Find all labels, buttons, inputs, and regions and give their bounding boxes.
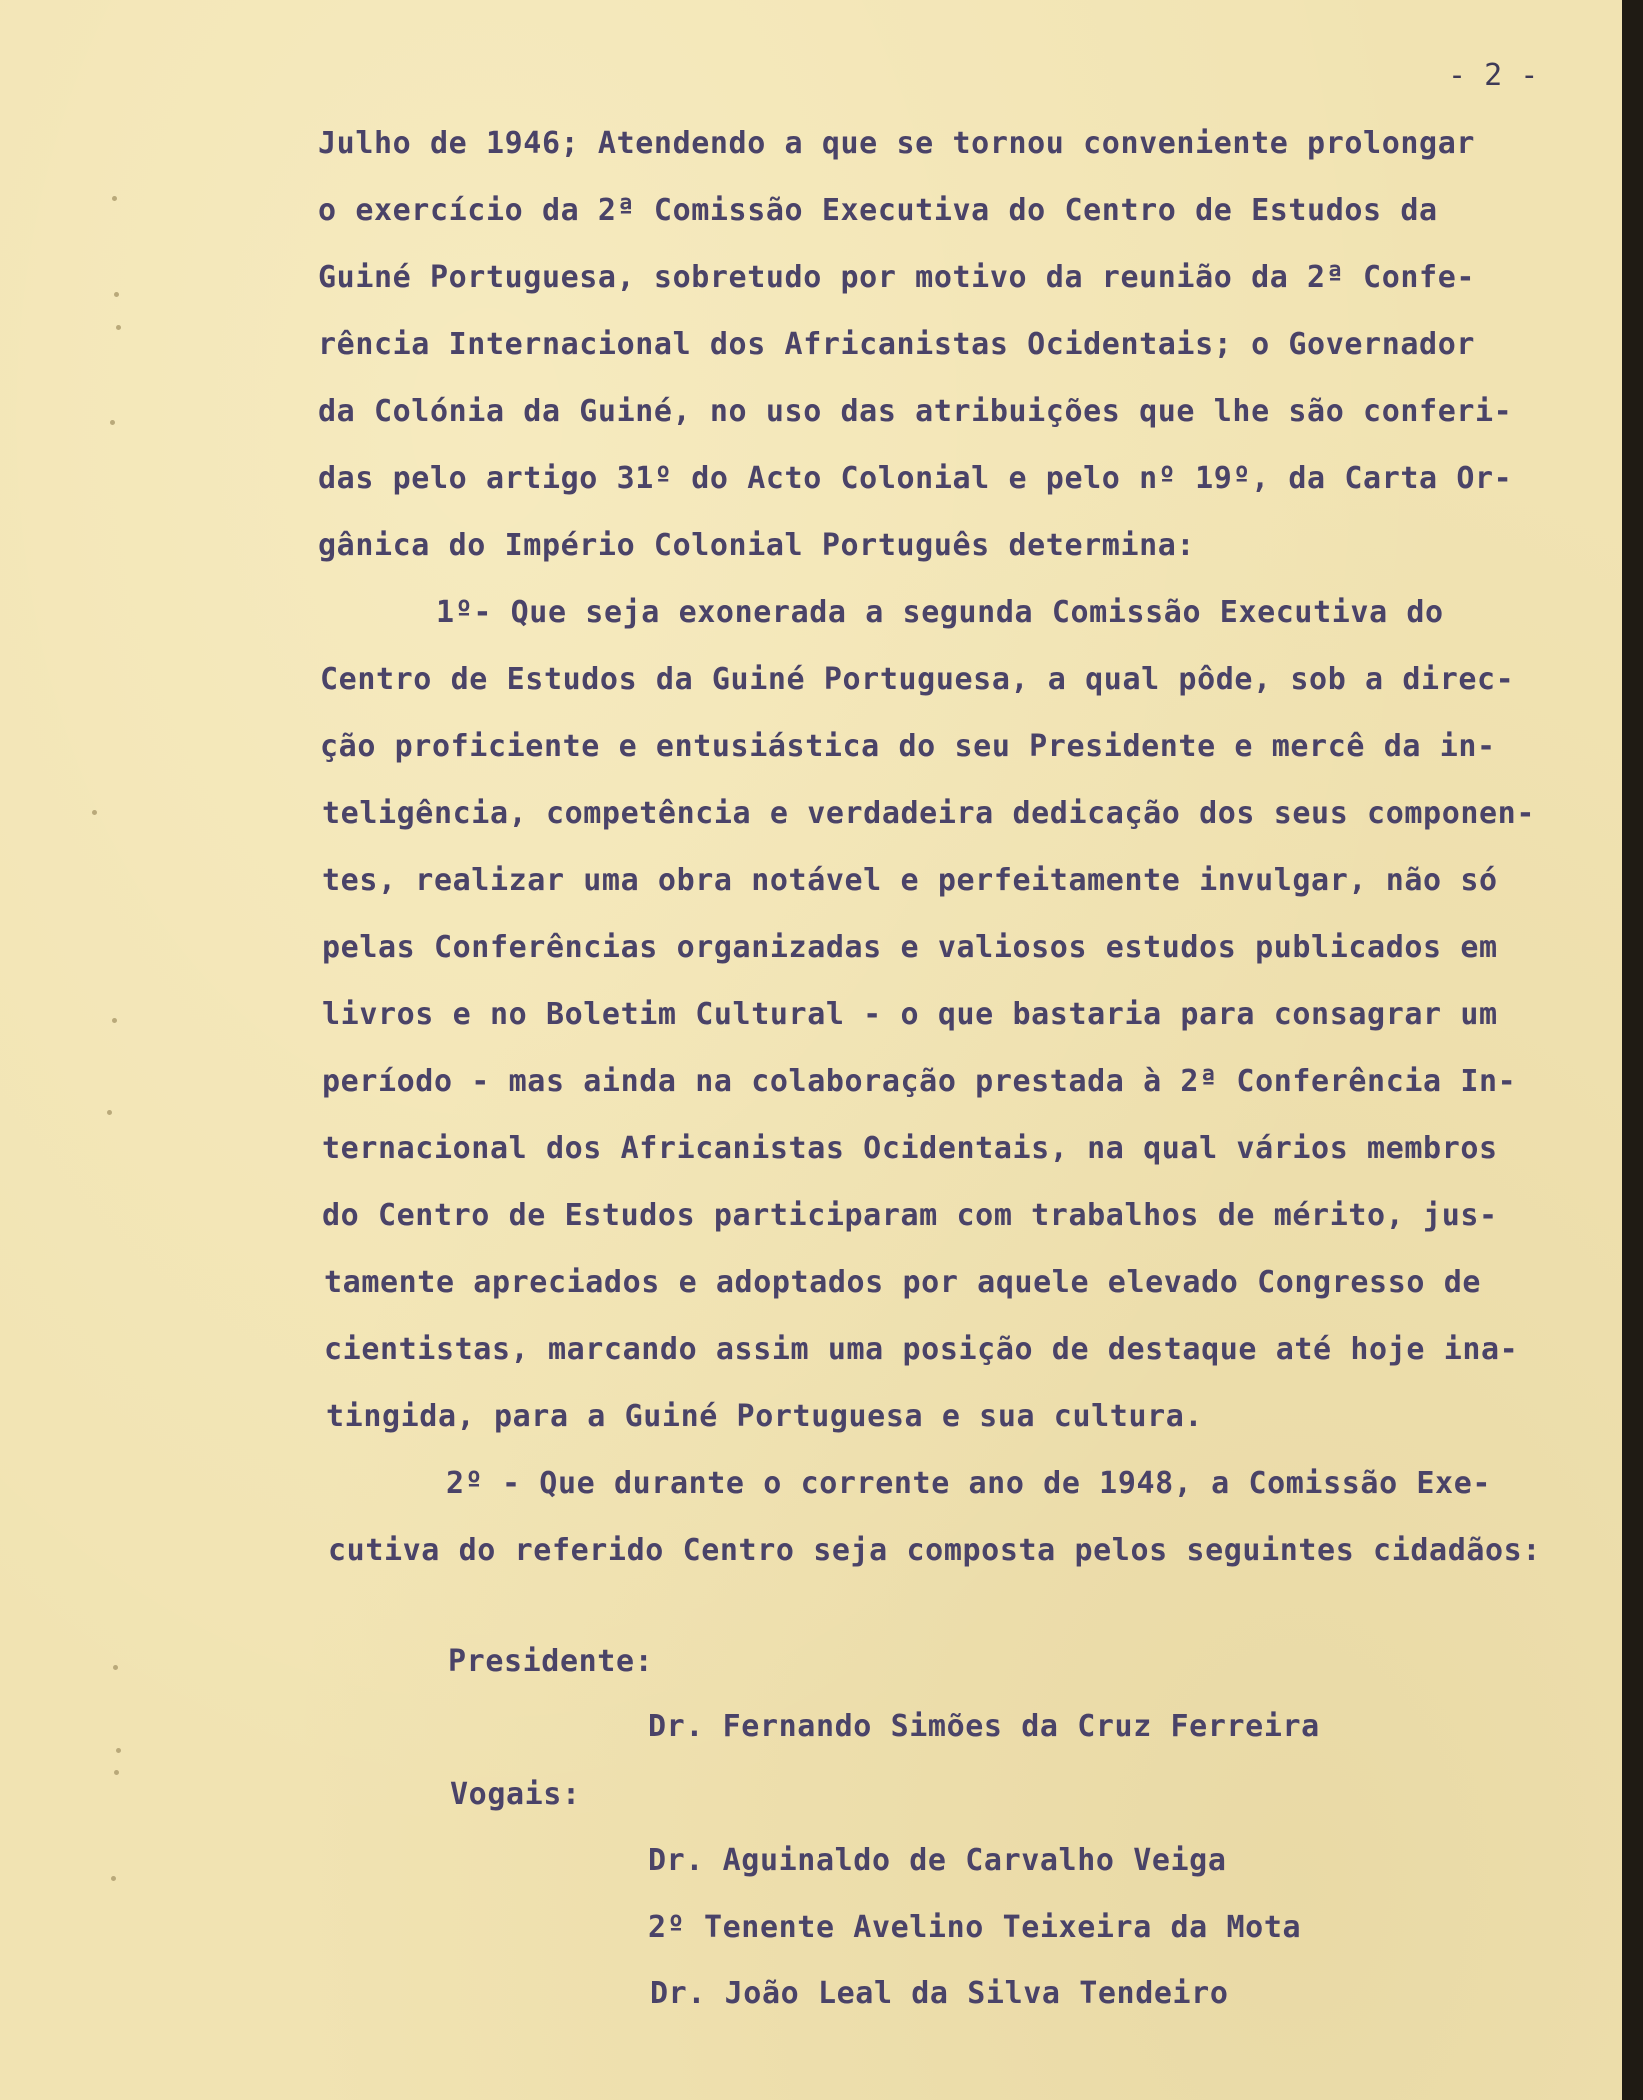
body-line: do Centro de Estudos participaram com trabalhos de mérito, jus-: [322, 1198, 1498, 1233]
body-line: gânica do Império Colonial Português determina:: [318, 528, 1196, 563]
body-line: Guiné Portuguesa, sobretudo por motivo da reunião da 2ª Confe-: [318, 260, 1476, 295]
body-line: cientistas, marcando assim uma posição de destaque até hoje ina-: [324, 1332, 1519, 1367]
body-line: cutiva do referido Centro seja composta pelos seguintes cidadãos:: [328, 1533, 1541, 1568]
item-2-first-line: 2º - Que durante o corrente ano de 1948, a Comissão Exe-: [446, 1466, 1492, 1501]
body-line: Julho de 1946; Atendendo a que se tornou conveniente prolongar: [318, 126, 1476, 161]
member-name: 2º Tenente Avelino Teixeira da Mota: [648, 1910, 1302, 1945]
item-1-first-line: 1º- Que seja exonerada a segunda Comissão Executiva do: [436, 595, 1444, 630]
body-line: tingida, para a Guiné Portuguesa e sua cultura.: [326, 1399, 1204, 1434]
body-line: ção proficiente e entusiástica do seu Presidente e mercê da in-: [320, 729, 1496, 764]
body-line: tes, realizar uma obra notável e perfeitamente invulgar, não só: [322, 863, 1498, 898]
members-label: Vogais:: [450, 1777, 581, 1812]
body-line: livros e no Boletim Cultural - o que bastaria para consagrar um: [322, 997, 1498, 1032]
body-line: ternacional dos Africanistas Ocidentais, na qual vários membros: [322, 1131, 1498, 1166]
body-line: tamente apreciados e adoptados por aquele elevado Congresso de: [324, 1265, 1482, 1300]
body-line: o exercício da 2ª Comissão Executiva do Centro de Estudos da: [318, 193, 1438, 228]
body-line: teligência, competência e verdadeira dedicação dos seus componen-: [322, 796, 1535, 831]
body-line: Centro de Estudos da Guiné Portuguesa, a qual pôde, sob a direc-: [320, 662, 1515, 697]
body-line: período - mas ainda na colaboração prestada à 2ª Conferência In-: [322, 1064, 1517, 1099]
president-name: Dr. Fernando Simões da Cruz Ferreira: [648, 1709, 1320, 1744]
scan-edge: [1622, 0, 1643, 2100]
body-line: rência Internacional dos Africanistas Ocidentais; o Governador: [318, 327, 1476, 362]
president-label: Presidente:: [448, 1644, 654, 1679]
body-line: das pelo artigo 31º do Acto Colonial e pelo nº 19º, da Carta Or-: [318, 461, 1513, 496]
page-number: - 2 -: [1448, 58, 1539, 93]
member-name: Dr. Aguinaldo de Carvalho Veiga: [648, 1843, 1227, 1878]
member-name: Dr. João Leal da Silva Tendeiro: [650, 1976, 1229, 2011]
body-line: da Colónia da Guiné, no uso das atribuições que lhe são conferi-: [318, 394, 1513, 429]
body-line: pelas Conferências organizadas e valiosos estudos publicados em: [322, 930, 1498, 965]
